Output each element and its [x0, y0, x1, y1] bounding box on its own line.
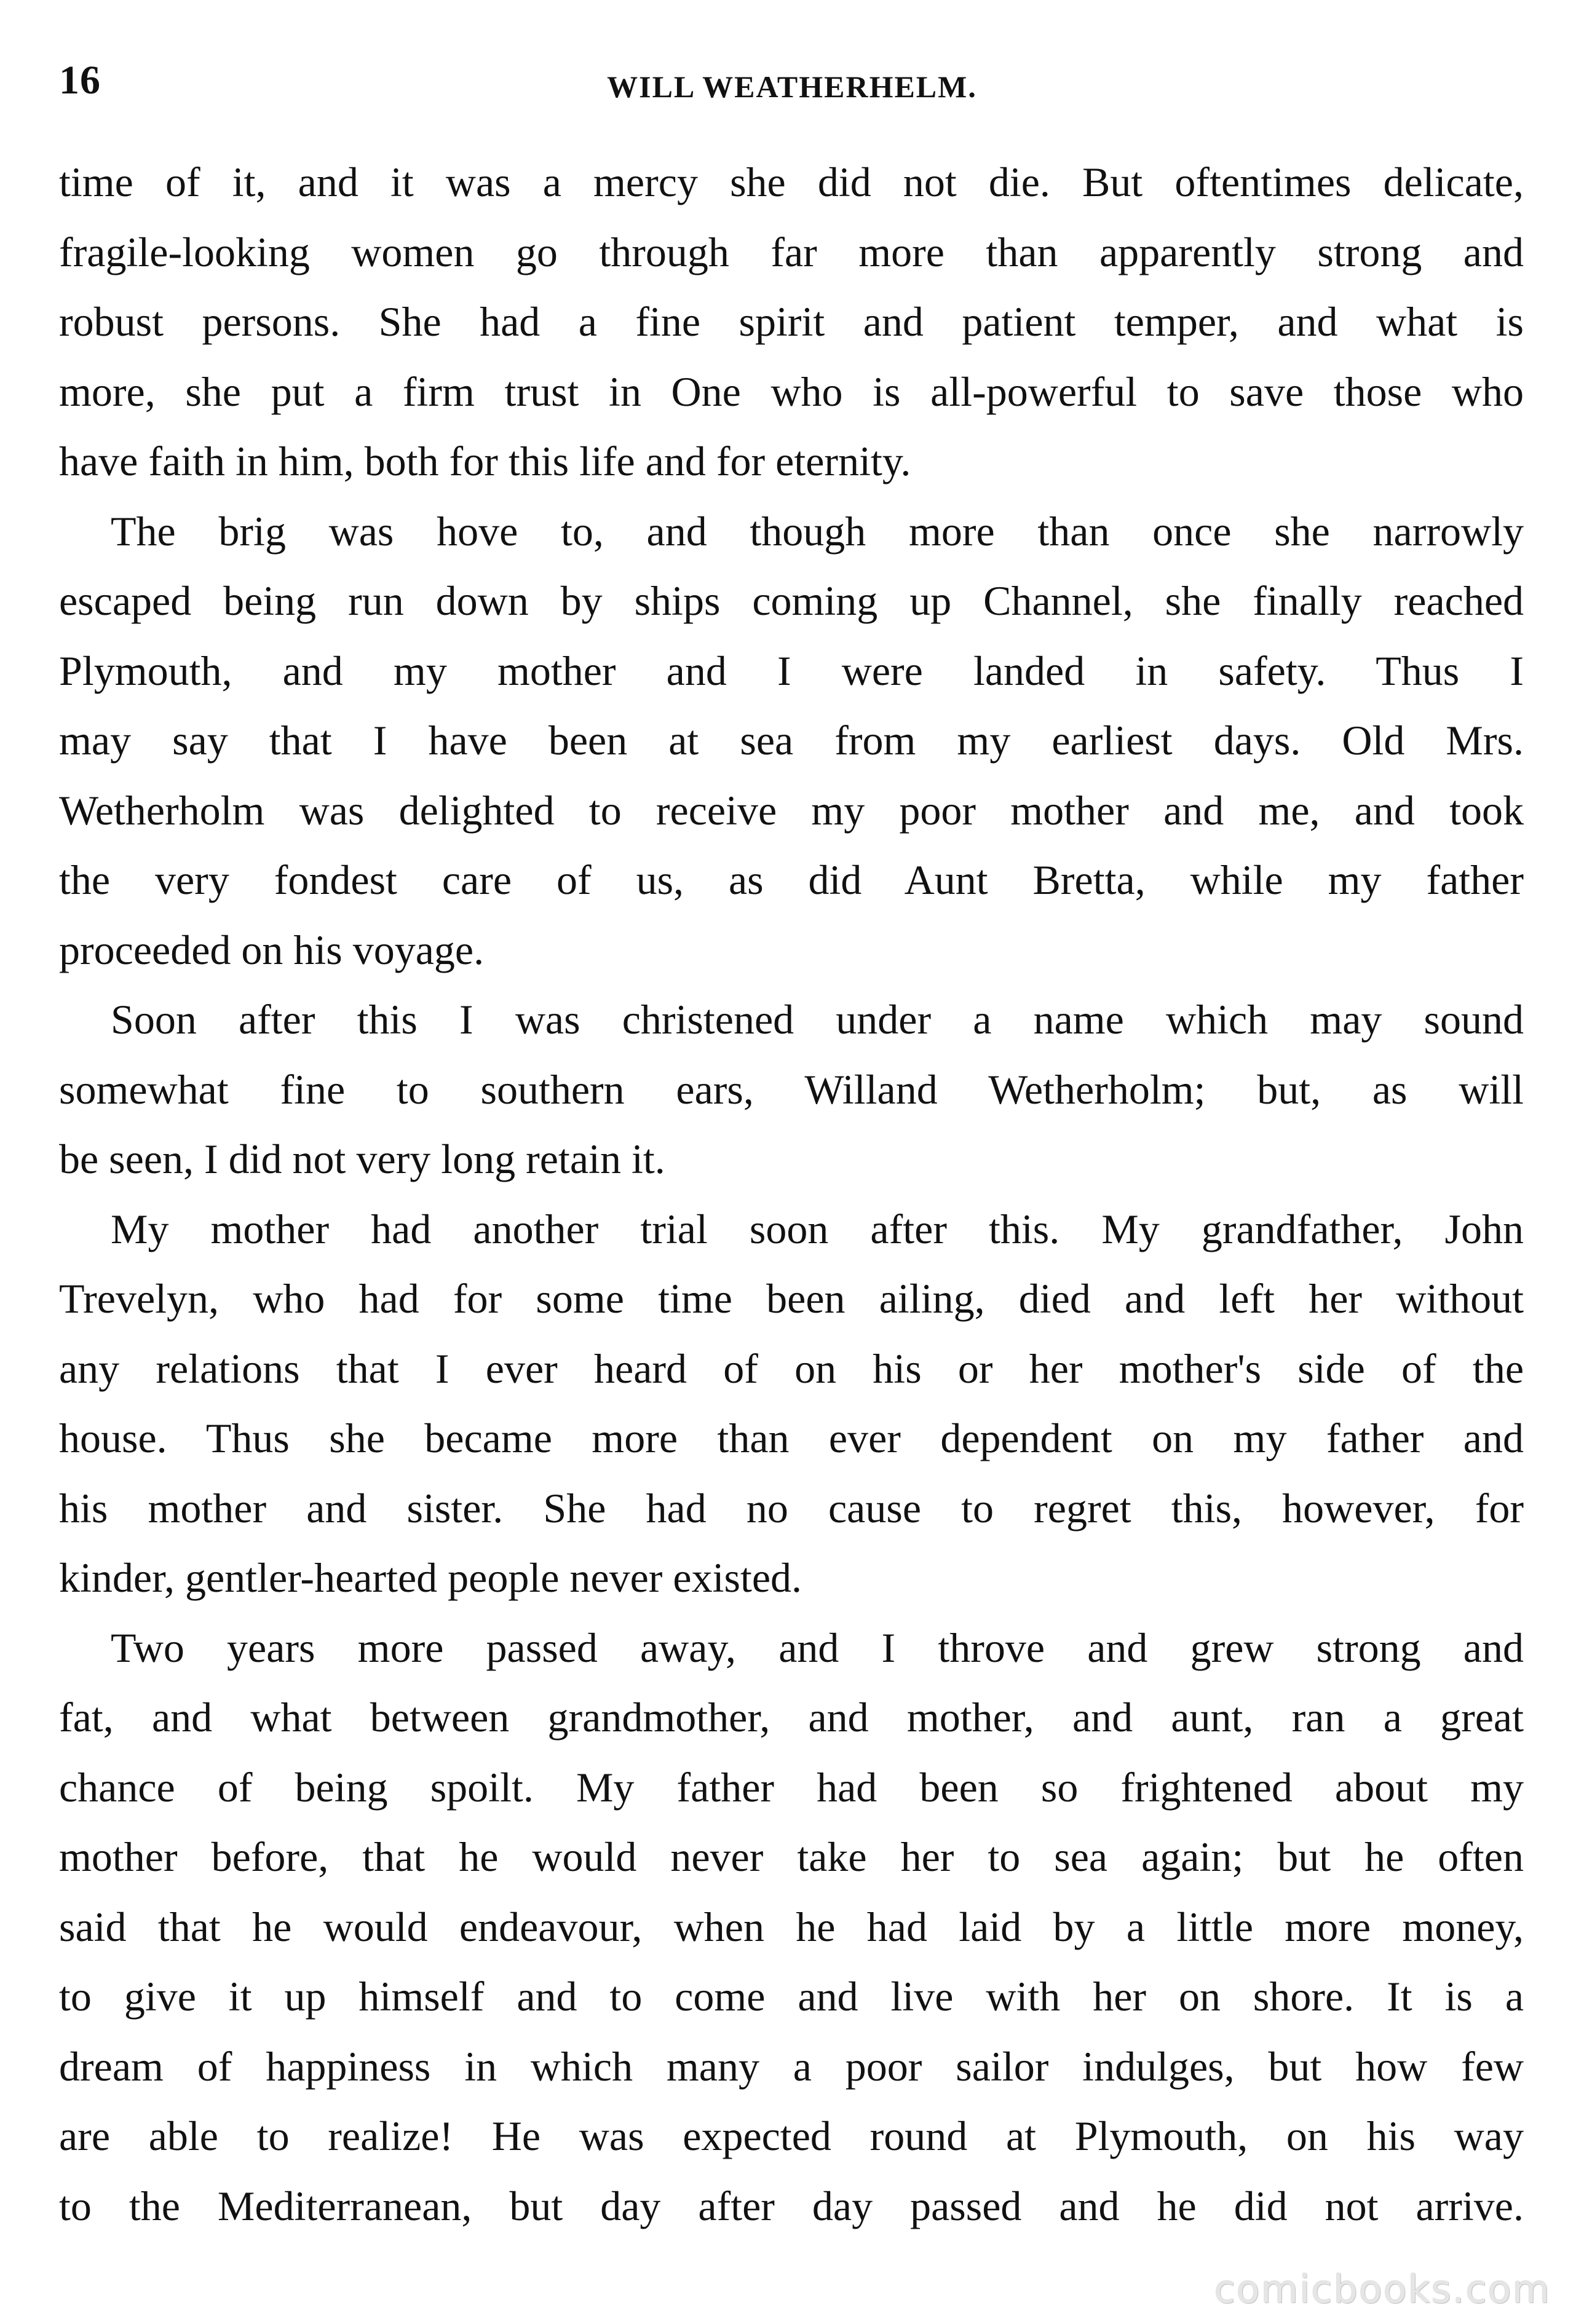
text-line: to give it up himself and to come and live with her on shore. It is a	[59, 1973, 1524, 2020]
body-text	[59, 148, 1524, 2241]
paragraph	[59, 1613, 1524, 2242]
text-line: Trevelyn, who had for some time been ailing, died and left her without	[59, 1275, 1524, 1322]
text-line: to the Mediterranean, but day after day passed and he did not arrive.	[59, 2182, 1524, 2229]
running-head: WILL WEATHERHELM.	[607, 69, 977, 104]
text-line: proceeded on his voyage.	[59, 926, 485, 973]
text-line: kinder, gentler-hearted people never existed.	[59, 1554, 802, 1601]
paragraph	[59, 497, 1524, 986]
text-line: mother before, that he would never take her to sea again; but he often	[59, 1833, 1524, 1880]
text-line: be seen, I did not very long retain it.	[59, 1136, 665, 1182]
text-line: Two years more passed away, and I throve and grew strong and	[111, 1624, 1524, 1671]
text-line: escaped being run down by ships coming up Channel, she finally reached	[59, 577, 1524, 624]
text-line: house. Thus she became more than ever dependent on my father and	[59, 1415, 1524, 1461]
text-line: have faith in him, both for this life and for eternity.	[59, 438, 911, 484]
text-line: more, she put a firm trust in One who is all-powerful to save those who	[59, 368, 1524, 415]
text-line: are able to realize! He was expected round at Plymouth, on his way	[59, 2113, 1524, 2159]
text-line: his mother and sister. She had no cause to regret this, however, for	[59, 1484, 1524, 1532]
text-line: robust persons. She had a fine spirit and patient temper, and what is	[59, 298, 1524, 345]
text-line: Wetherholm was delighted to receive my poor mother and me, and took	[59, 786, 1524, 834]
text-line: the very fondest care of us, as did Aunt Bretta, while my father	[59, 856, 1524, 903]
text-line: may say that I have been at sea from my earliest days. Old Mrs.	[59, 717, 1524, 764]
text-line: said that he would endeavour, when he had laid by a little more money,	[59, 1903, 1524, 1950]
text-line: dream of happiness in which many a poor sailor indulges, but how few	[59, 2042, 1524, 2090]
paragraph	[59, 148, 1524, 497]
text-line: fragile-looking women go through far more than apparently strong and	[59, 228, 1524, 275]
text-line: fat, and what between grandmother, and mother, and aunt, ran a great	[59, 1694, 1524, 1741]
text-line: any relations that I ever heard of on his or her mother's side of the	[59, 1345, 1524, 1392]
text-line: somewhat fine to southern ears, Willand Wetherholm; but, as will	[59, 1065, 1524, 1113]
page-header	[59, 47, 1525, 114]
text-line: The brig was hove to, and though more than once she narrowly	[111, 507, 1524, 555]
page-number: 16	[59, 58, 101, 103]
text-line: Plymouth, and my mother and I were landed in safety. Thus I	[59, 647, 1524, 694]
paragraph	[59, 1195, 1524, 1613]
text-line: My mother had another trial soon after this. My grandfather, John	[111, 1205, 1524, 1252]
watermark: comicbooks.com	[1214, 2267, 1551, 2312]
text-line: chance of being spoilt. My father had been so frightened about my	[59, 1763, 1524, 1811]
paragraph	[59, 985, 1524, 1195]
text-line: time of it, and it was a mercy she did not die. But oftentimes delicate,	[59, 159, 1524, 205]
text-line: Soon after this I was christened under a name which may sound	[111, 996, 1524, 1043]
